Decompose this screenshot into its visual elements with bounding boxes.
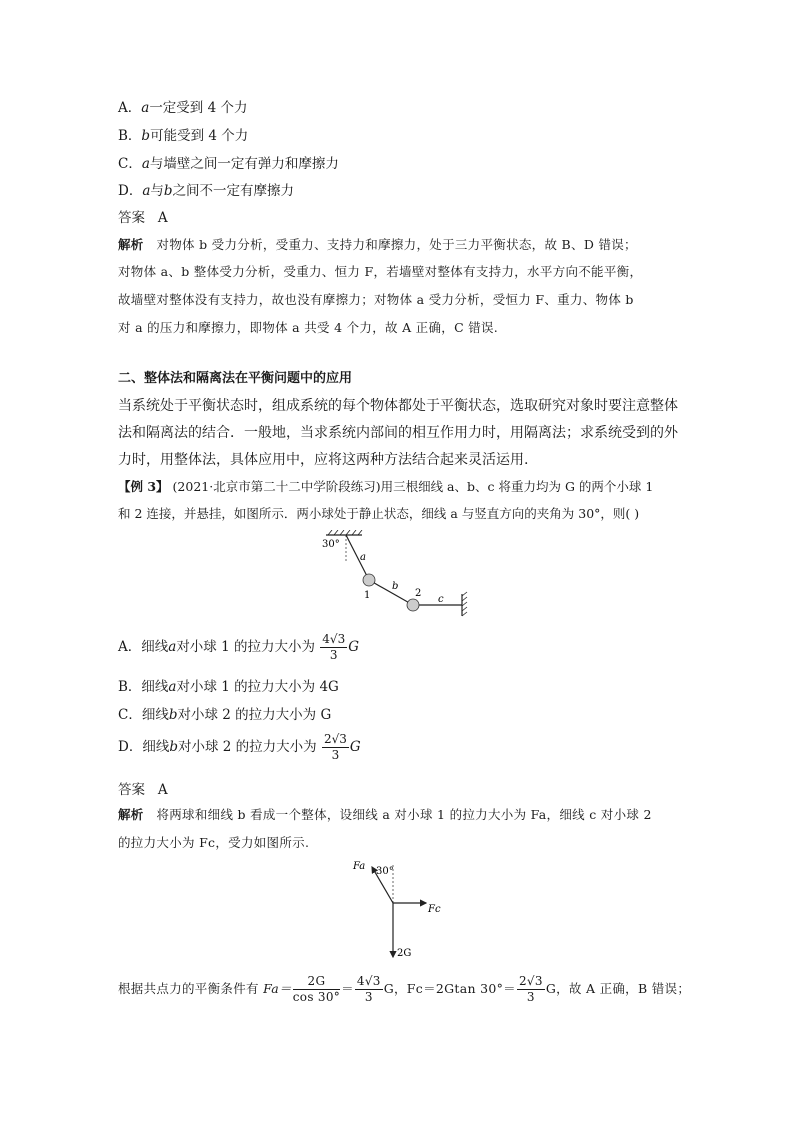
example-text: (2021·北京市第二十二中学阶段练习)用三根细线 a、b、c 将重力均为 G 的两个小球 1 xyxy=(172,479,654,494)
variable: b xyxy=(168,707,178,723)
explanation-text: 对 a 的压力和摩擦力，即物体 a 共受 4 个力，故 A 正确，C 错误. xyxy=(118,320,499,335)
numerator: 2√3 xyxy=(518,974,543,988)
q1-option-b xyxy=(118,124,248,144)
variable: b xyxy=(169,739,178,755)
option-letter: B． xyxy=(118,128,142,144)
fraction xyxy=(517,974,545,1005)
q1-explanation-line xyxy=(118,290,634,308)
label-ball-2: 2 xyxy=(415,588,422,599)
option-text: 对小球 2 的拉力大小为 G xyxy=(177,707,332,723)
section-paragraph-line: 力时，用整体法，具体应用中，应将这两种方法结合起来灵活运用. xyxy=(118,452,529,468)
option-text: B．细线 xyxy=(118,679,169,695)
option-text: C．细线 xyxy=(118,707,169,723)
label-ball-1: 1 xyxy=(364,590,371,601)
denominator: 3 xyxy=(329,648,338,662)
explanation-text: 对物体 a、b 整体受力分析，受重力、恒力 F，若墙壁对整体有支持力，水平方向不能平衡， xyxy=(118,264,643,279)
angle-label: 30° xyxy=(376,866,394,877)
fraction xyxy=(322,732,349,763)
option-letter: C． xyxy=(118,156,142,172)
section-paragraph-line: 法和隔离法的结合．一般地，当求系统内部间的相互作用力时，用隔离法；求系统受到的外 xyxy=(118,425,678,441)
ball-2 xyxy=(407,599,419,611)
option-text: 对小球 1 的拉力大小为 4G xyxy=(176,679,339,695)
option-text: 与 xyxy=(150,183,164,199)
answer-value: A xyxy=(157,210,168,226)
numerator: 4√3 xyxy=(322,632,346,646)
q1-option-d xyxy=(118,179,294,199)
q1-explanation-line xyxy=(118,318,498,336)
label-2g: 2G xyxy=(397,948,412,959)
denominator: cos 30° xyxy=(292,990,341,1004)
example-3-option-a xyxy=(118,632,359,663)
wall-hatch xyxy=(462,592,467,616)
variable: b xyxy=(141,128,151,144)
option-text: A．细线 xyxy=(118,639,169,655)
explanation-text: 将两球和细线 b 看成一个整体，设细线 a 对小球 1 的拉力大小为 Fa，细线 c 对小球 2 xyxy=(156,807,652,822)
variable: a xyxy=(141,156,150,172)
variable: a xyxy=(168,679,177,695)
variable: a xyxy=(141,100,150,116)
explanation-text: 对物体 b 受力分析，受重力、支持力和摩擦力，处于三力平衡状态，故 B、D 错误； xyxy=(156,237,637,252)
explanation-text: 故墙壁对整体没有支持力，故也没有摩擦力；对物体 a 受力分析，受恒力 F、重力、物体 b xyxy=(118,292,634,307)
numerator: 2G xyxy=(293,974,340,990)
pendulum-figure xyxy=(318,530,478,620)
option-text: 对小球 1 的拉力大小为 xyxy=(176,639,315,655)
explanation-label: 解析 xyxy=(118,237,144,252)
option-text: 之间不一定有摩擦力 xyxy=(172,183,295,199)
variable: G xyxy=(349,739,361,755)
denominator: 3 xyxy=(331,748,340,762)
example-3-explanation-line xyxy=(118,805,652,823)
label-a: a xyxy=(360,552,366,563)
q1-explanation-line xyxy=(118,262,642,280)
variable: Fa＝ xyxy=(263,981,292,996)
q1-option-c xyxy=(118,152,339,172)
variable: a xyxy=(142,183,151,199)
option-text: 与墙壁之间一定有弹力和摩擦力 xyxy=(149,156,339,172)
example-tag: 【例 3】 xyxy=(118,479,169,494)
answer-label: 答案 xyxy=(118,782,145,798)
label-fc: Fc xyxy=(428,904,441,915)
force-diagram xyxy=(348,855,448,965)
numerator: 2√3 xyxy=(323,732,347,746)
ceiling-hatch xyxy=(328,530,362,535)
ball-1 xyxy=(363,574,375,586)
denominator: 3 xyxy=(526,990,535,1004)
example-3-option-c xyxy=(118,703,331,723)
variable: G xyxy=(348,639,359,655)
text: G，故 A 正确，B 错误； xyxy=(545,981,691,996)
option-text: 对小球 2 的拉力大小为 xyxy=(177,739,317,755)
example-3-answer xyxy=(118,778,168,798)
label-c: c xyxy=(438,594,444,605)
label-fa: Fa xyxy=(353,861,366,872)
example-3-stem-line: 和 2 连接，并悬挂，如图所示．两小球处于静止状态，细线 a 与竖直方向的夹角为 30°，则( ) xyxy=(118,506,640,521)
denominator: 3 xyxy=(364,990,373,1004)
fraction xyxy=(320,632,347,663)
fraction xyxy=(293,974,340,1005)
option-text: 一定受到 4 个力 xyxy=(149,100,248,116)
text: 根据共点力的平衡条件有 xyxy=(118,981,259,996)
numerator: 4√3 xyxy=(356,974,381,988)
section-paragraph-line: 当系统处于平衡状态时，组成系统的每个物体都处于平衡状态，选取研究对象时要注意整体 xyxy=(118,398,678,414)
string-b xyxy=(369,580,413,605)
q1-option-a xyxy=(118,96,247,116)
angle-label: 30° xyxy=(322,539,340,550)
answer-value: A xyxy=(157,782,168,798)
q1-explanation-line xyxy=(118,235,637,253)
variable: b xyxy=(163,183,173,199)
example-3-stem-line xyxy=(118,477,653,495)
option-text: D．细线 xyxy=(118,739,170,755)
answer-label: 答案 xyxy=(118,210,145,226)
example-3-option-b xyxy=(118,675,339,695)
fraction xyxy=(355,974,383,1005)
variable: a xyxy=(168,639,177,655)
final-equation-line xyxy=(118,974,690,1005)
explanation-label: 解析 xyxy=(118,807,144,822)
section-heading: 二、整体法和隔离法在平衡问题中的应用 xyxy=(118,371,353,386)
text: G，Fc＝2Gtan 30°＝ xyxy=(383,981,516,996)
example-3-explanation-line: 的拉力大小为 Fc，受力如图所示. xyxy=(118,835,310,850)
example-3-option-d xyxy=(118,732,361,763)
option-letter: A． xyxy=(118,100,142,116)
label-b: b xyxy=(392,581,399,592)
option-text: 可能受到 4 个力 xyxy=(150,128,249,144)
option-letter: D． xyxy=(118,183,143,199)
text: ＝ xyxy=(341,981,354,996)
q1-answer xyxy=(118,206,168,226)
